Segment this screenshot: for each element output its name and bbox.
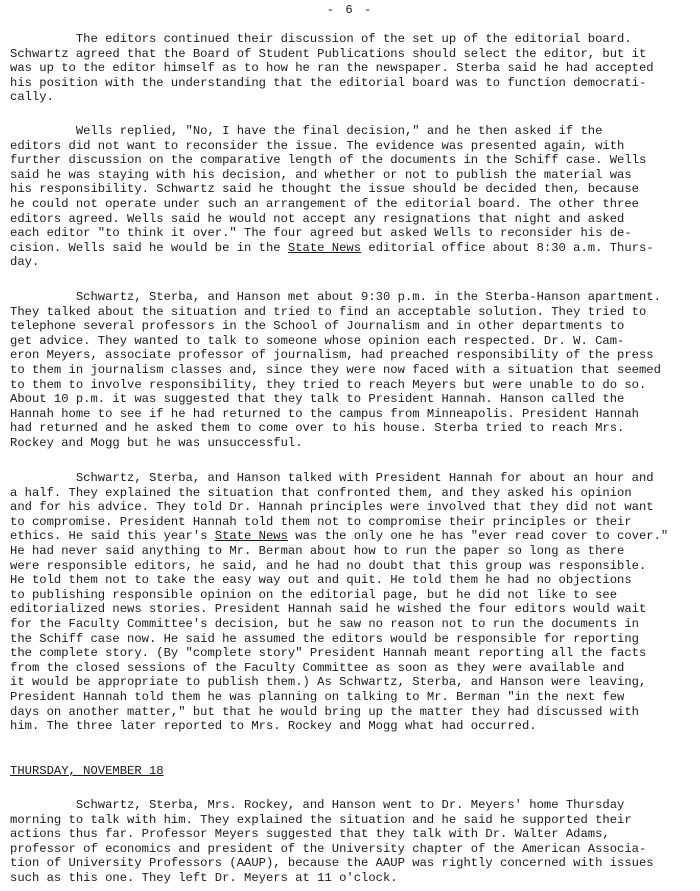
newspaper-title-underlined: State News xyxy=(214,529,288,544)
text-line: the Schiff case now. He said he assumed the editors would be responsible for reporting xyxy=(10,631,639,646)
text-line xyxy=(10,529,695,544)
heading-line xyxy=(10,764,695,779)
text-line: a half. They explained the situation that confronted them, and they asked his opinion xyxy=(10,485,632,500)
page-number: - 6 - xyxy=(326,3,374,17)
text-line: his responsibility. Schwartz said he thought the issue should be decided then, because xyxy=(10,182,639,197)
text-line: for the Faculty Committee's decision, but he saw no reason not to run the documents in xyxy=(10,616,639,631)
text-line xyxy=(10,241,695,256)
text-segment: cision. Wells said he would be in the xyxy=(10,240,288,255)
text-line: were responsible editors, he said, and he had no doubt that this group was responsible. xyxy=(10,558,647,573)
text-line: President Hannah told them he was planning on talking to Mr. Berman "in the next few xyxy=(10,689,625,704)
paragraph-3 xyxy=(10,290,695,451)
text-line: professor of economics and president of the University chapter of the American Associa- xyxy=(10,841,647,856)
text-line: it would be appropriate to publish them.) As Schwartz, Sterba, and Hanson were leaving, xyxy=(10,675,647,690)
text-line: cally. xyxy=(10,90,54,105)
text-line: morning to talk with him. They explained the situation and he said he supported their xyxy=(10,812,632,827)
paragraph-1 xyxy=(10,32,695,105)
text-line: About 10 p.m. it was suggested that they talk to President Hannah. Hanson called the xyxy=(10,392,625,407)
text-line: to publishing responsible opinion on the editorial page, but he did not like to see xyxy=(10,587,618,602)
paragraph-2 xyxy=(10,124,695,270)
text-line: Schwartz, Sterba, and Hanson met about 9:30 p.m. in the Sterba-Hanson apartment. xyxy=(10,290,661,304)
section-heading: THURSDAY, NOVEMBER 18 xyxy=(10,764,164,778)
text-line: Schwartz agreed that the Board of Student Publications should select the editor, but it xyxy=(10,46,647,61)
text-line: The editors continued their discussion of the set up of the editorial board. xyxy=(10,32,632,46)
text-line: He had never said anything to Mr. Berman about how to run the paper so long as there xyxy=(10,543,625,558)
text-line: each editor "to think it over." The four agreed but asked Wells to reconsider his de- xyxy=(10,226,632,241)
paragraph-4 xyxy=(10,471,695,734)
text-line: days on another matter," but that he would bring up the matter they had discussed with xyxy=(10,704,639,719)
text-line: further discussion on the comparative length of the documents in the Schiff case. Wells xyxy=(10,153,647,168)
text-line: such as this one. They left Dr. Meyers at 11 o'clock. xyxy=(10,870,398,885)
text-line: Schwartz, Sterba, Mrs. Rockey, and Hanson went to Dr. Meyers' home Thursday xyxy=(10,798,625,812)
text-line: get advice. They wanted to talk to someone whose opinion each respected. Dr. W. Cam- xyxy=(10,333,625,348)
newspaper-title-underlined: State News xyxy=(287,240,362,255)
text-line: from the closed sessions of the Faculty Committee as soon as they were available and xyxy=(10,660,625,675)
text-line: actions thus far. Professor Meyers suggested that they talk with Dr. Walter Adams, xyxy=(10,827,610,842)
text-line: and for his advice. They told Dr. Hannah principles were involved that they did not want xyxy=(10,500,654,515)
text-line: Hannah home to see if he had returned to the campus from Minneapolis. President Hannah xyxy=(10,406,639,421)
text-line: his position with the understanding that the editorial board was to function democrati- xyxy=(10,75,647,90)
text-line: was up to the editor himself as to how he ran the newspaper. Sterba said he had accepted xyxy=(10,61,654,76)
text-line: to them to involve responsibility, they tried to reach Meyers but were unable to do so. xyxy=(10,377,647,392)
text-line: They talked about the situation and tried to find an acceptable solution. They tried to xyxy=(10,304,647,319)
text-line: Wells replied, "No, I have the final decision," and he then asked if the xyxy=(10,124,603,138)
text-line: editorialized news stories. President Hannah said he wished the four editors would wait xyxy=(10,602,647,617)
text-line: day. xyxy=(10,255,40,270)
text-line: Schwartz, Sterba, and Hanson talked with President Hannah for about an hour and xyxy=(10,471,654,485)
text-line: the complete story. (By "complete story" President Hannah meant reporting all the facts xyxy=(10,646,647,661)
text-line: to compromise. President Hannah told them not to compromise their principles or their xyxy=(10,514,632,529)
text-line: had returned and he asked them to come over to his house. Sterba tried to reach Mrs. xyxy=(10,421,625,436)
section-heading-container xyxy=(10,764,695,779)
text-line: editors agreed. Wells said he would not accept any resignations that night and asked xyxy=(10,211,625,226)
text-line: him. The three later reported to Mrs. Rockey and Mogg what had occurred. xyxy=(10,719,537,734)
text-line: He told them not to take the easy way out and quit. He told them he had no objections xyxy=(10,573,632,588)
text-segment: editorial office about 8:30 a.m. Thurs- xyxy=(361,240,654,255)
paragraph-5 xyxy=(10,798,695,886)
text-segment: ethics. He said this year's xyxy=(10,529,215,544)
text-line: editors did not want to reconsider the issue. The evidence was presented again, with xyxy=(10,138,625,153)
text-line: he could not operate under such an arrangement of the editorial board. The other three xyxy=(10,196,639,211)
text-line: tion of University Professors (AAUP), because the AAUP was rightly concerned with issues xyxy=(10,856,654,871)
text-line: eron Meyers, associate professor of journalism, had preached responsibility of the press xyxy=(10,348,654,363)
text-line: to them in journalism classes and, since they were now faced with a situation that seemed xyxy=(10,362,661,377)
text-segment: was the only one he has "ever read cover to cover." xyxy=(287,529,669,544)
text-line: said he was staying with his decision, and whether or not to publish the material was xyxy=(10,167,632,182)
text-line: Rockey and Mogg but he was unsuccessful. xyxy=(10,435,303,450)
text-line: telephone several professors in the School of Journalism and in other departments to xyxy=(10,319,625,334)
